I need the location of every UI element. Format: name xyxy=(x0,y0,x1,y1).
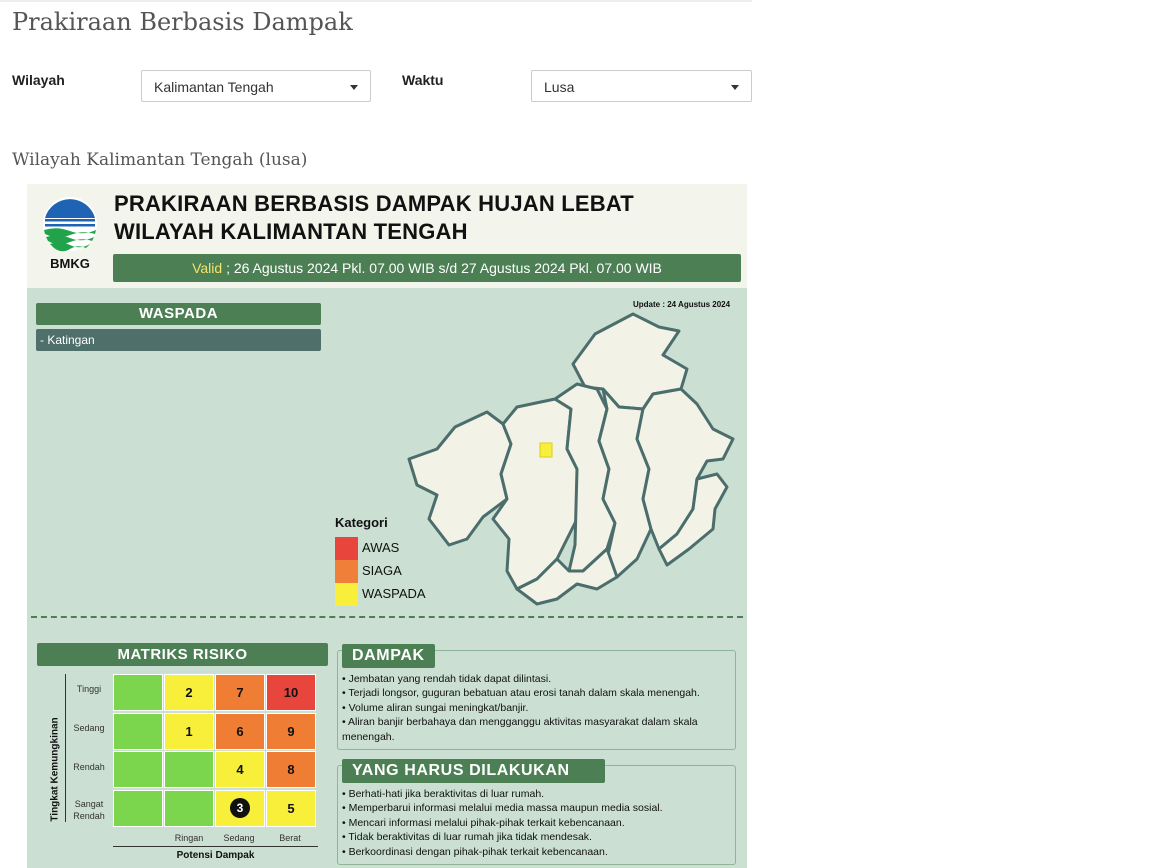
waktu-selected-value: Lusa xyxy=(544,79,575,95)
tindakan-list xyxy=(342,787,736,859)
tindakan-item: • Berkoordinasi dengan pihak-pihak terkait kebencanaan. xyxy=(342,845,608,858)
dampak-list xyxy=(342,672,736,744)
matrix-cell: 10 xyxy=(266,674,316,711)
matrix-cell: 4 xyxy=(215,751,265,788)
tindakan-item: • Mencari informasi melalui pihak-pihak terkait kebencanaan. xyxy=(342,816,625,829)
matrix-cell: 2 xyxy=(164,674,214,711)
matrix-row-label: Sedang xyxy=(73,723,105,733)
legend-label-siaga: SIAGA xyxy=(362,563,402,578)
tindakan-item: • Tidak beraktivitas di luar rumah jika tidak mendesak. xyxy=(342,831,592,844)
matrix-cell xyxy=(113,751,163,788)
valid-period: ; 26 Agustus 2024 Pkl. 07.00 WIB s/d 27 Agustus 2024 Pkl. 07.00 WIB xyxy=(222,260,662,276)
chevron-down-icon xyxy=(731,85,739,90)
matrix-col-label: Berat xyxy=(279,833,301,843)
matrix-cell xyxy=(113,713,163,750)
validity-bar xyxy=(113,254,741,282)
matrix-cell: 5 xyxy=(266,790,316,827)
section-divider xyxy=(31,616,743,618)
matrix-cell: 8 xyxy=(266,751,316,788)
matrix-cell xyxy=(164,751,214,788)
matrix-cell: 6 xyxy=(215,713,265,750)
update-date: Update : 24 Agustus 2024 xyxy=(633,300,731,309)
matrix-x-axis xyxy=(113,846,318,847)
matrix-y-label: Tingkat Kemungkinan xyxy=(49,717,61,822)
wilayah-select[interactable] xyxy=(141,70,371,102)
legend-swatch-awas xyxy=(335,537,358,560)
matrix-x-label: Potensi Dampak xyxy=(176,850,255,861)
matrix-cell: 9 xyxy=(266,713,316,750)
bmkg-emblem-icon xyxy=(39,196,101,256)
matrix-cell xyxy=(215,790,265,827)
matrix-row-label: Sangat Rendah xyxy=(73,799,105,821)
map-region-west xyxy=(409,412,511,545)
legend-label-awas: AWAS xyxy=(362,540,400,555)
infographic-title xyxy=(114,190,634,246)
wilayah-selected-value: Kalimantan Tengah xyxy=(154,79,274,95)
legend-swatch-waspada xyxy=(335,583,358,606)
dampak-item: • Volume aliran sungai meningkat/banjir. xyxy=(342,701,529,714)
chevron-down-icon xyxy=(350,85,358,90)
bmkg-logo-text: BMKG xyxy=(50,256,90,271)
region-subheading: Wilayah Kalimantan Tengah (lusa) xyxy=(12,150,308,170)
map-highlight-katingan xyxy=(540,443,552,457)
valid-label: Valid xyxy=(192,260,223,276)
waspada-region-item: - Katingan xyxy=(36,329,321,351)
matrix-cell: 1 xyxy=(164,713,214,750)
matrix-cell xyxy=(113,674,163,711)
matrix-cell xyxy=(113,790,163,827)
matrix-col-label: Ringan xyxy=(174,833,204,843)
matrix-cell xyxy=(164,790,214,827)
matrix-title: MATRIKS RISIKO xyxy=(37,643,328,666)
waktu-label: Waktu xyxy=(402,72,444,88)
title-line-1: PRAKIRAAN BERBASIS DAMPAK HUJAN LEBAT xyxy=(114,191,634,216)
wilayah-label: Wilayah xyxy=(12,72,65,88)
matrix-cell: 7 xyxy=(215,674,265,711)
waspada-heading: WASPADA xyxy=(36,303,321,325)
matrix-y-axis xyxy=(65,674,66,822)
matrix-row-label: Tinggi xyxy=(76,684,102,694)
regional-map xyxy=(397,309,737,609)
matrix-cell-highlight: 3 xyxy=(230,798,250,818)
forecast-infographic xyxy=(27,184,747,868)
map-region-central-west xyxy=(493,399,577,589)
legend-swatch-siaga xyxy=(335,560,358,583)
top-divider xyxy=(0,0,752,2)
matrix-row-label: Rendah xyxy=(73,762,105,772)
tindakan-item: • Memperbarui informasi melalui media massa maupun media sosial. xyxy=(342,802,663,815)
infographic-header xyxy=(27,184,747,288)
bmkg-logo xyxy=(39,196,101,276)
title-line-2: WILAYAH KALIMANTAN TENGAH xyxy=(114,219,468,244)
waktu-select[interactable] xyxy=(531,70,752,102)
matrix-col-label: Sedang xyxy=(223,833,255,843)
dampak-item: • Jembatan yang rendah tidak dapat dilintasi. xyxy=(342,673,552,685)
tindakan-title: YANG HARUS DILAKUKAN xyxy=(342,759,605,783)
tindakan-item: • Berhati-hati jika beraktivitas di luar rumah. xyxy=(342,788,545,800)
page-title: Prakiraan Berbasis Dampak xyxy=(12,8,353,36)
dampak-item: • Aliran banjir berbahaya dan mengganggu aktivitas masyarakat dalam skala menengah. xyxy=(342,716,698,743)
dampak-title: DAMPAK xyxy=(342,644,435,668)
legend-title: Kategori xyxy=(335,515,388,530)
dampak-item: • Terjadi longsor, guguran bebatuan atau erosi tanah dalam skala menengah. xyxy=(342,687,700,700)
legend-label-waspada: WASPADA xyxy=(362,586,426,601)
